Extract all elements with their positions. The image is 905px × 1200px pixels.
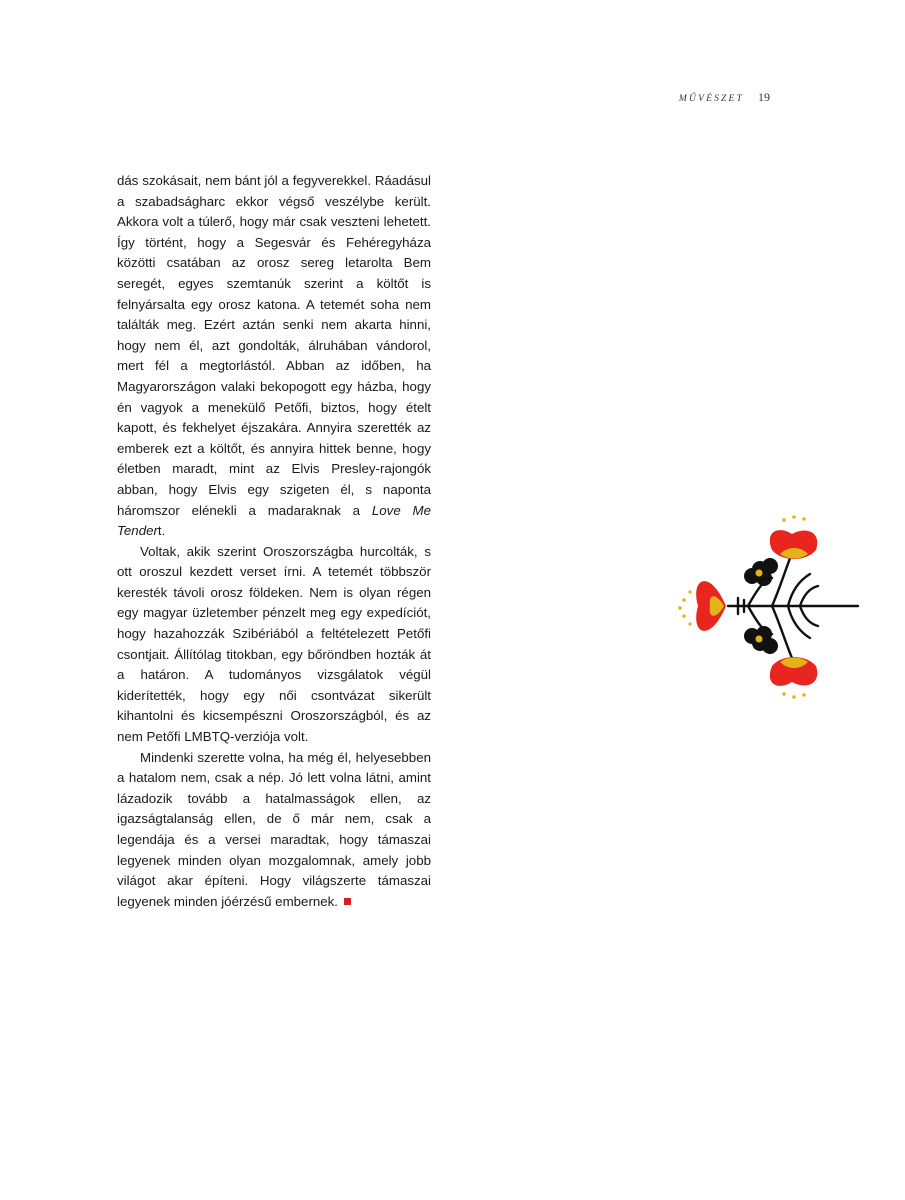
paragraph-3	[117, 748, 431, 913]
article-body	[117, 171, 431, 912]
paragraph-3-text: Mindenki szerette volna, ha még él, helyesebben a hatalom nem, csak a nép. Jó lett volna látni, amint lázadozik tovább a hatalmasságok ellen, az igazságtalanság ellen, de ő már nem, csak a legendája és a versei maradtak, hogy támaszai legyenek minden olyan mozgalomnak, amely jobb világot akar építeni. Hogy világszerte támaszai legyenek minden jóérzésű embernek.	[117, 749, 431, 909]
paragraph-2: Voltak, akik szerint Oroszországba hurcolták, s ott oroszul kezdett verset írni. A tetemét többször keresték távoli orosz földeken. Nem is olyan régen egy magyar üzletember pénzelt meg egy expedíciót, hogy hazahozzák Szibériából a feltételezett Petőfi csontjait. Állítólag titokban, egy bőröndben hozták át a határon. A tudományos vizsgálatok végül kiderítették, hogy egy női csontvázat sikerült kihantolni és kicsempészni Oroszországból, és az nem Petőfi LMBTQ-verziója volt.	[117, 543, 431, 745]
black-flower-top	[744, 558, 778, 586]
red-flower-top	[770, 515, 817, 559]
song-title: Love Me Tender	[117, 502, 431, 539]
paragraph-1-end: t.	[157, 523, 166, 539]
paragraph-1	[117, 171, 431, 542]
page-number: 19	[758, 90, 770, 104]
folk-flower-ornament	[660, 508, 865, 708]
section-title: MŰVÉSZET	[678, 94, 744, 104]
paragraph-1-text: dás szokásait, nem bánt jól a fegyverekkel. Ráadásul a szabadságharc ekkor végső veszélybe került. Akkora volt a túlerő, hogy már csak veszteni lehetett. Így történt, hogy a Segesvár és Fehéregyháza közötti csatában az orosz sereg letarolta Bem seregét, egyes szemtanúk szerint a költőt is felnyársalta egy orosz katona. A tetemét soha nem találták meg. Ezért aztán senki nem akarta hinni, hogy nem él, azt gondolták, álruhában vándorol, mert fél a megtorlástól. Abban az időben, ha Magyarországon valaki bekopogott egy házba, hogy én vagyok a menekülő Petőfi, biztos, hogy ételt kapott, és fekhelyet éjszakára. Annyira szerették az emberek ezt a költőt, és annyira hittek benne, hogy életben maradt, mint az Elvis Presley-rajongók abban, hogy Elvis egy szigeten él, s naponta háromszor elénekli a madaraknak a	[117, 173, 431, 518]
red-flower-bottom	[770, 657, 817, 699]
running-head	[600, 88, 770, 106]
end-of-article-mark	[344, 898, 351, 905]
black-flower-bottom	[744, 626, 778, 654]
red-flower-left	[678, 581, 726, 631]
